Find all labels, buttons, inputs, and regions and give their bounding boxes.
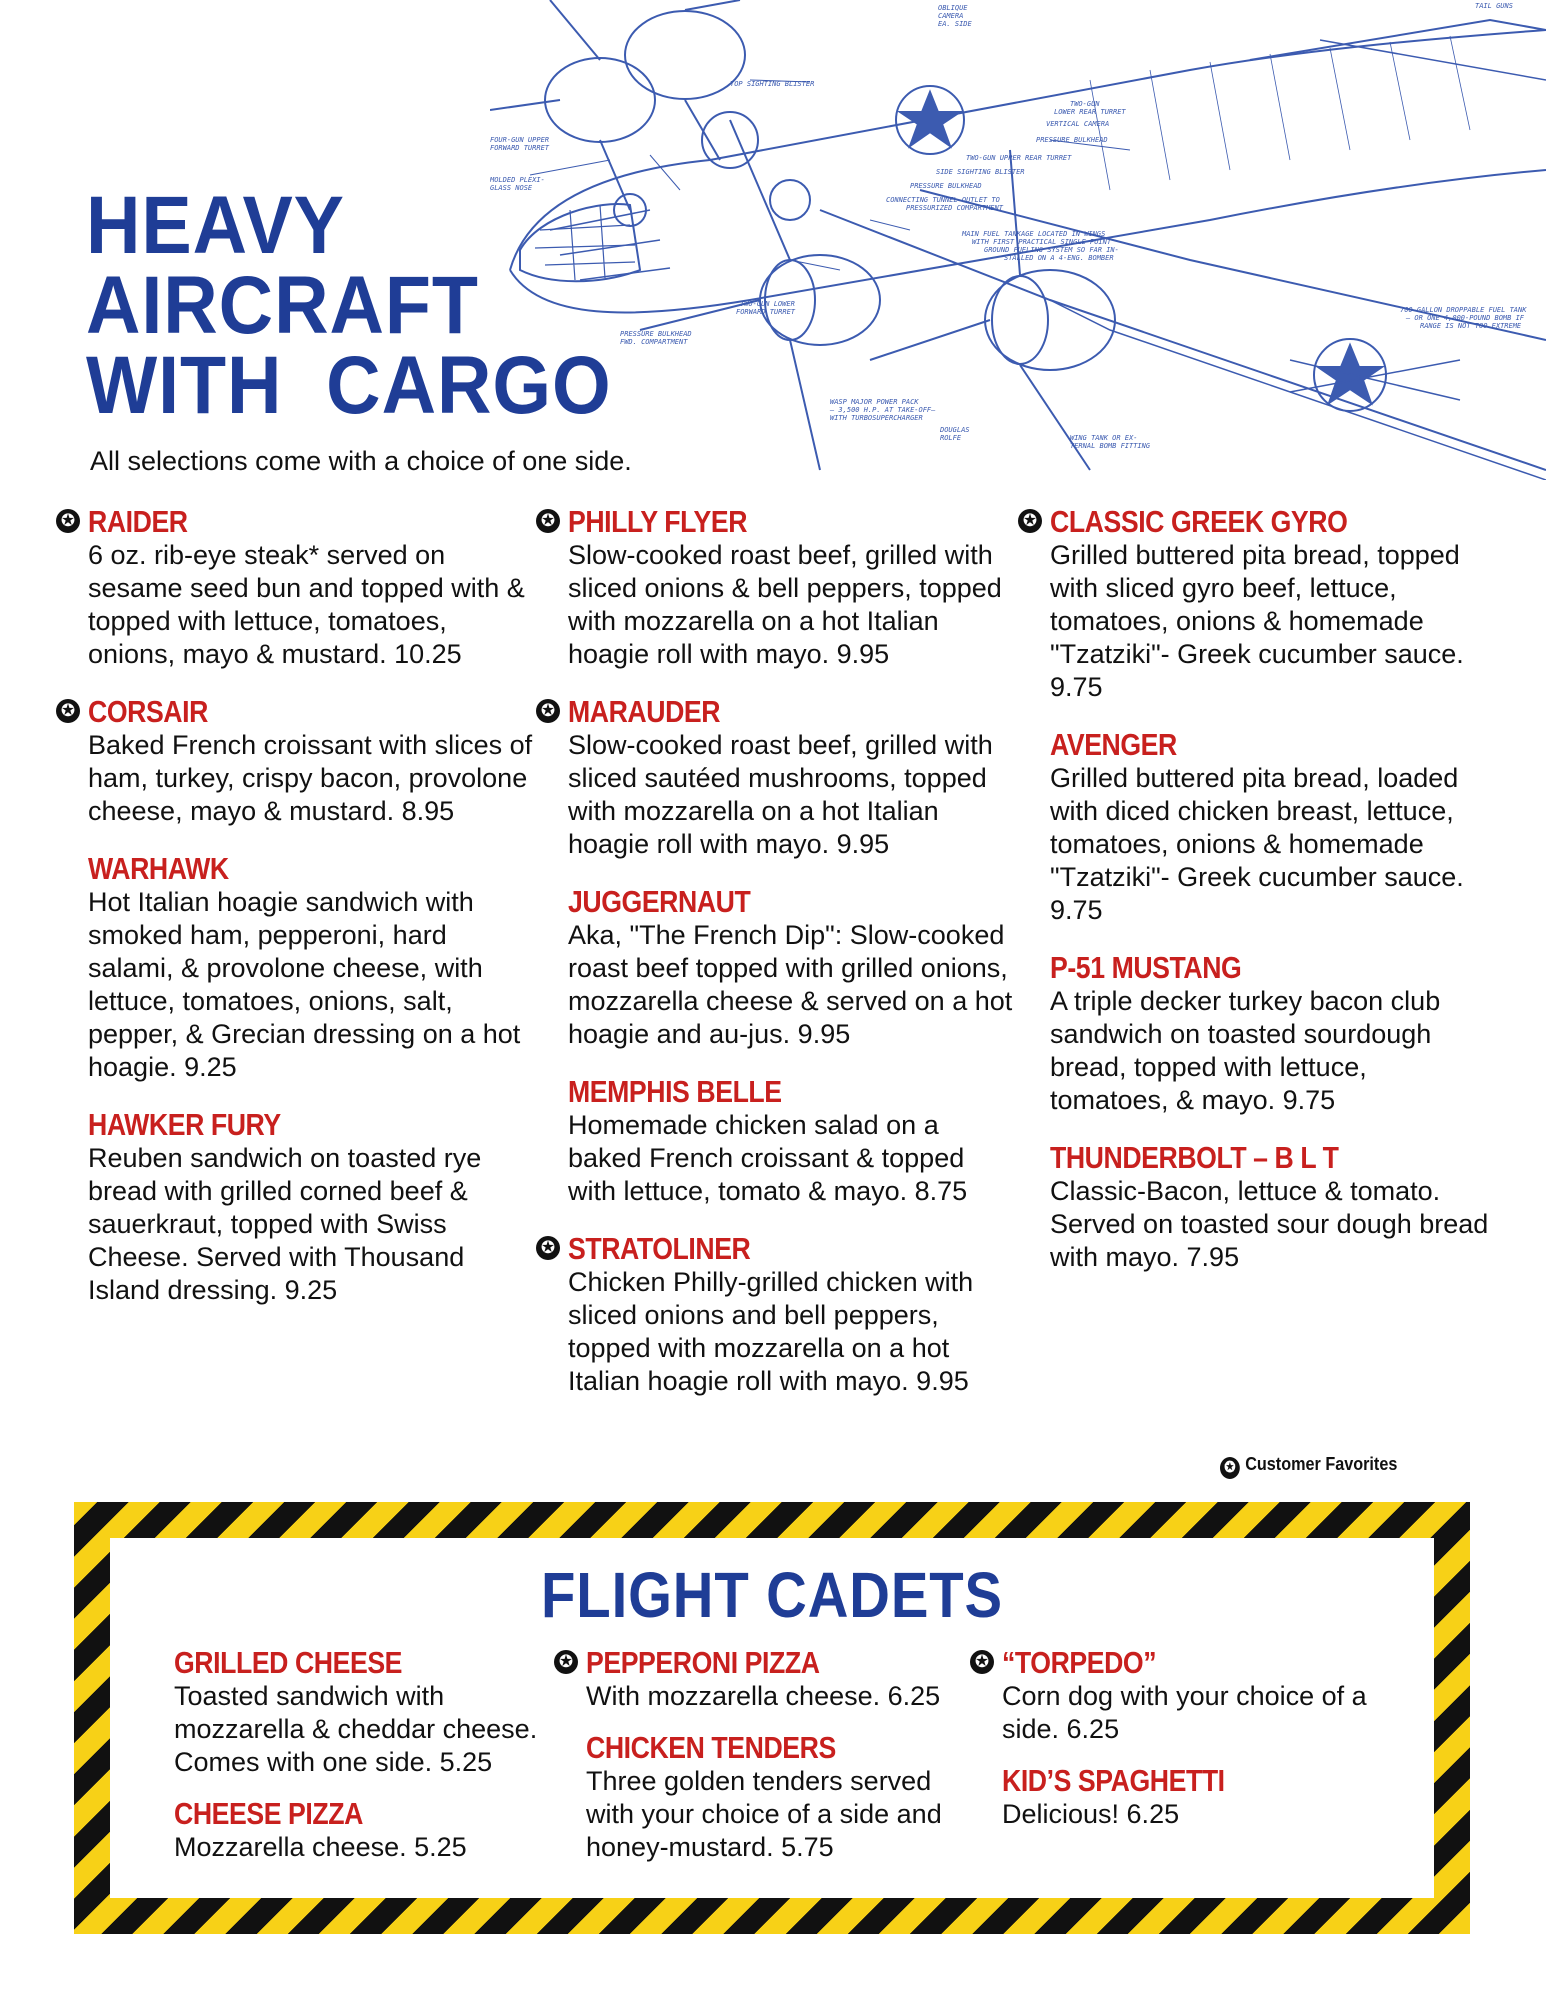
menu-item <box>540 504 1028 671</box>
menu-column-2 <box>540 504 1028 1422</box>
customer-favorites-legend <box>1220 1454 1397 1477</box>
svg-text:WITH TURBOSUPERCHARGER: WITH TURBOSUPERCHARGER <box>830 414 923 422</box>
svg-text:FORWARD TURRET: FORWARD TURRET <box>736 308 796 316</box>
menu-item <box>60 694 548 828</box>
star-icon: ✪ <box>970 1650 994 1674</box>
star-icon: ✪ <box>536 1236 560 1260</box>
item-description: Three golden tenders served with your choice of a side and honey-mustard. 5.75 <box>586 1766 942 1862</box>
svg-text:EA. SIDE: EA. SIDE <box>938 20 972 28</box>
menu-column-3 <box>1022 504 1500 1298</box>
item-name: PHILLY FLYER <box>568 504 748 539</box>
item-name: JUGGERNAUT <box>568 884 751 919</box>
menu-item <box>88 1108 548 1307</box>
menu-item <box>558 1645 976 1713</box>
item-name: HAWKER FURY <box>88 1107 281 1142</box>
item-name: MARAUDER <box>568 694 721 729</box>
title-line: WITH CARGO <box>86 340 612 431</box>
svg-text:VERTICAL CAMERA: VERTICAL CAMERA <box>1046 120 1110 128</box>
svg-text:WITH FIRST PRACTICAL SINGLE-PO: WITH FIRST PRACTICAL SINGLE-POINT <box>972 238 1112 246</box>
star-icon: ✪ <box>536 699 560 723</box>
svg-text:— 3,500 H.P. AT TAKE-OFF—: — 3,500 H.P. AT TAKE-OFF— <box>830 406 936 414</box>
menu-item <box>88 852 548 1084</box>
svg-text:TAIL GUNS: TAIL GUNS <box>1475 2 1513 10</box>
svg-text:700-GALLON DROPPABLE FUEL TANK: 700-GALLON DROPPABLE FUEL TANK <box>1400 306 1527 314</box>
menu-item <box>174 1797 564 1864</box>
star-icon: ✪ <box>1220 1457 1240 1479</box>
svg-text:MOLDED PLEXI-: MOLDED PLEXI- <box>490 176 545 184</box>
item-description: A triple decker turkey bacon club sandwich on toasted sourdough bread, topped with lettuce, tomatoes, & mayo. 9.75 <box>1050 986 1441 1115</box>
menu-item <box>540 694 1028 861</box>
item-name: CHICKEN TENDERS <box>586 1730 836 1765</box>
svg-text:TOP SIGHTING BLISTER: TOP SIGHTING BLISTER <box>730 80 815 88</box>
svg-text:PRESSURE BULKHEAD: PRESSURE BULKHEAD <box>1036 136 1108 144</box>
menu-item <box>568 1075 1028 1208</box>
item-name: GRILLED CHEESE <box>174 1645 403 1680</box>
item-description: Delicious! 6.25 <box>1002 1799 1180 1829</box>
item-description: Mozzarella cheese. 5.25 <box>174 1832 467 1862</box>
svg-text:FWD. COMPARTMENT: FWD. COMPARTMENT <box>620 338 688 346</box>
item-description: Slow-cooked roast beef, grilled with sliced sautéed mushrooms, topped with mozzarella on a hot Italian hoagie roll with mayo. 9.95 <box>568 730 993 859</box>
svg-text:SIDE SIGHTING BLISTER: SIDE SIGHTING BLISTER <box>936 168 1025 176</box>
section-subtitle: All selections come with a choice of one side. <box>90 446 632 476</box>
menu-item <box>1050 1141 1500 1274</box>
svg-text:PRESSURE BULKHEAD: PRESSURE BULKHEAD <box>910 182 982 190</box>
item-description: Chicken Philly-grilled chicken with sliced onions and bell peppers, topped with mozzarella on a hot Italian hoagie roll with mayo. 9.95 <box>568 1267 974 1396</box>
cadets-column-3 <box>974 1645 1392 1849</box>
item-description: Corn dog with your choice of a side. 6.25 <box>1002 1681 1367 1744</box>
legend-label: Customer Favorites <box>1245 1454 1398 1474</box>
svg-text:MAIN FUEL TANKAGE LOCATED IN W: MAIN FUEL TANKAGE LOCATED IN WINGS <box>962 230 1106 238</box>
item-name: CHEESE PIZZA <box>174 1796 363 1831</box>
item-description: Classic-Bacon, lettuce & tomato. Served on toasted sour dough bread with mayo. 7.95 <box>1050 1176 1489 1272</box>
item-description: 6 oz. rib-eye steak* served on sesame seed bun and topped with & topped with lettuce, tomatoes, onions, mayo & mustard. 10.25 <box>88 540 525 669</box>
b29-blueprint-illustration <box>490 0 1546 480</box>
item-name: PEPPERONI PIZZA <box>586 1645 820 1680</box>
svg-text:ROLFE: ROLFE <box>940 434 962 442</box>
item-description: With mozzarella cheese. 6.25 <box>586 1681 941 1711</box>
item-name: RAIDER <box>88 504 188 539</box>
item-name: THUNDERBOLT – B L T <box>1050 1140 1339 1175</box>
item-name: AVENGER <box>1050 727 1177 762</box>
item-description: Grilled buttered pita bread, loaded with diced chicken breast, lettuce, tomatoes, onions & homemade "Tzatziki"- Greek cucumber sauce. 9.75 <box>1050 763 1464 925</box>
svg-text:FOUR-GUN UPPER: FOUR-GUN UPPER <box>490 136 550 144</box>
item-description: Toasted sandwich with mozzarella & cheddar cheese. Comes with one side. 5.25 <box>174 1681 538 1777</box>
svg-text:PRESSURIZED COMPARTMENT: PRESSURIZED COMPARTMENT <box>906 204 1003 212</box>
menu-item <box>586 1731 976 1864</box>
svg-text:OBLIQUE: OBLIQUE <box>938 4 968 12</box>
svg-text:CONNECTING TUNNEL OUTLET TO: CONNECTING TUNNEL OUTLET TO <box>886 196 1000 204</box>
svg-text:TERNAL BOMB FITTING: TERNAL BOMB FITTING <box>1070 442 1151 450</box>
menu-item <box>174 1646 564 1779</box>
svg-text:TWO-GUN UPPER REAR TURRET: TWO-GUN UPPER REAR TURRET <box>966 154 1072 162</box>
item-description: Aka, "The French Dip": Slow-cooked roast beef topped with grilled onions, mozzarella cheese & served on a hot hoagie and au-jus. 9.95 <box>568 920 1013 1049</box>
item-description: Grilled buttered pita bread, topped with sliced gyro beef, lettuce, tomatoes, onions & homemade "Tzatziki"- Greek cucumber sauce. 9.75 <box>1050 540 1464 702</box>
svg-text:STALLED ON A 4-ENG. BOMBER: STALLED ON A 4-ENG. BOMBER <box>1004 254 1114 262</box>
svg-text:GLASS NOSE: GLASS NOSE <box>490 184 533 192</box>
menu-column-1 <box>60 504 548 1331</box>
item-name: P-51 MUSTANG <box>1050 950 1242 985</box>
item-name: WARHAWK <box>88 851 229 886</box>
menu-item <box>1050 951 1500 1117</box>
svg-text:LOWER REAR TURRET: LOWER REAR TURRET <box>1054 108 1126 116</box>
star-icon: ✪ <box>536 509 560 533</box>
item-name: MEMPHIS BELLE <box>568 1074 782 1109</box>
flight-cadets-inner <box>110 1538 1434 1898</box>
svg-text:RANGE IS NOT TOO EXTREME: RANGE IS NOT TOO EXTREME <box>1420 322 1522 330</box>
svg-text:PRESSURE BULKHEAD: PRESSURE BULKHEAD <box>620 330 692 338</box>
star-icon: ✪ <box>1018 509 1042 533</box>
cadets-title: FLIGHT CADETS <box>541 1559 1003 1631</box>
item-name: STRATOLINER <box>568 1231 751 1266</box>
menu-item <box>60 504 548 671</box>
menu-item <box>1050 728 1500 927</box>
menu-item <box>568 885 1028 1051</box>
item-description: Baked French croissant with slices of ham, turkey, crispy bacon, provolone cheese, mayo & mustard. 8.95 <box>88 730 533 826</box>
svg-text:FORWARD TURRET: FORWARD TURRET <box>490 144 550 152</box>
item-name: KID’S SPAGHETTI <box>1002 1763 1225 1798</box>
item-description: Slow-cooked roast beef, grilled with sliced onions & bell peppers, topped with mozzarella on a hot Italian hoagie roll with mayo. 9.95 <box>568 540 1002 669</box>
menu-item <box>1022 504 1500 704</box>
svg-text:DOUGLAS: DOUGLAS <box>940 426 970 434</box>
cadets-column-1 <box>174 1646 564 1882</box>
cadets-column-2 <box>558 1645 976 1882</box>
item-name: “TORPEDO” <box>1002 1645 1157 1680</box>
menu-item <box>540 1231 1028 1398</box>
menu-item <box>1002 1764 1392 1831</box>
title-line: AIRCRAFT <box>86 260 479 351</box>
item-description: Hot Italian hoagie sandwich with smoked ham, pepperoni, hard salami, & provolone cheese, with lettuce, tomatoes, onions, salt, pepper, & Grecian dressing on a hot hoagie. 9.25 <box>88 887 521 1082</box>
svg-text:WASP MAJOR POWER PACK: WASP MAJOR POWER PACK <box>830 398 919 406</box>
star-icon: ✪ <box>56 699 80 723</box>
item-name: CLASSIC GREEK GYRO <box>1050 504 1348 539</box>
svg-text:WING TANK OR EX-: WING TANK OR EX- <box>1070 434 1138 442</box>
svg-text:CAMERA: CAMERA <box>938 12 964 20</box>
flight-cadets-panel <box>74 1502 1470 1934</box>
item-description: Homemade chicken salad on a baked French croissant & topped with lettuce, tomato & mayo. 8.75 <box>568 1110 968 1206</box>
svg-text:TWO-GUN: TWO-GUN <box>1070 100 1100 108</box>
title-line: HEAVY <box>86 180 345 271</box>
svg-text:TWO-GUN LOWER: TWO-GUN LOWER <box>740 300 795 308</box>
item-description: Reuben sandwich on toasted rye bread with grilled corned beef & sauerkraut, topped with Swiss Cheese. Served with Thousand Island dressing. 9.25 <box>88 1143 482 1305</box>
star-icon: ✪ <box>56 509 80 533</box>
menu-item <box>974 1645 1392 1746</box>
svg-text:GROUND FUELING SYSTEM SO FAR I: GROUND FUELING SYSTEM SO FAR IN- <box>984 246 1119 254</box>
svg-text:— OR ONE 4,000-POUND BOMB IF: — OR ONE 4,000-POUND BOMB IF <box>1406 314 1525 322</box>
star-icon: ✪ <box>554 1650 578 1674</box>
item-name: CORSAIR <box>88 694 208 729</box>
